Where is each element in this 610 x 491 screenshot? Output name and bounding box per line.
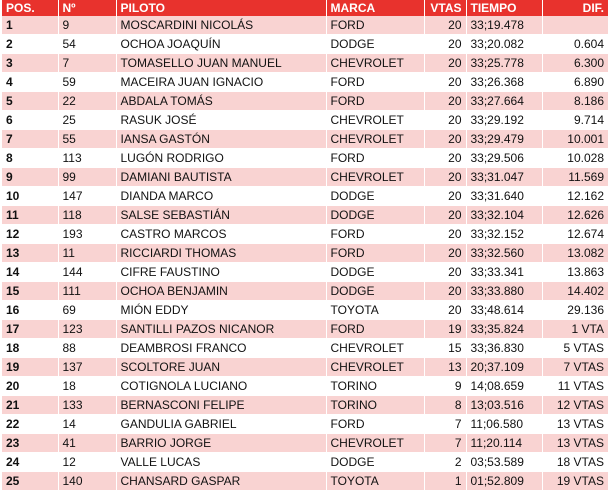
- cell-vtas: 8: [424, 396, 466, 415]
- cell-marca: FORD: [326, 16, 424, 35]
- cell-tiempo: 33;32.104: [466, 206, 542, 225]
- cell-tiempo: 01;52.809: [466, 472, 542, 491]
- cell-vtas: 7: [424, 415, 466, 434]
- cell-piloto: MACEIRA JUAN IGNACIO: [116, 73, 326, 92]
- cell-piloto: RASUK JOSÉ: [116, 111, 326, 130]
- cell-marca: CHEVROLET: [326, 54, 424, 73]
- cell-tiempo: 14;08.659: [466, 377, 542, 396]
- cell-tiempo: 13;03.516: [466, 396, 542, 415]
- cell-dif: 12.162: [542, 187, 608, 206]
- cell-num: 41: [58, 434, 116, 453]
- cell-num: 140: [58, 472, 116, 491]
- cell-pos: 21: [2, 396, 58, 415]
- cell-dif: 13.082: [542, 244, 608, 263]
- cell-pos: 18: [2, 339, 58, 358]
- table-row: [2, 35, 608, 54]
- header-dif: DIF.: [542, 0, 608, 16]
- table-row: [2, 472, 608, 491]
- cell-tiempo: 33;33.341: [466, 263, 542, 282]
- cell-piloto: BERNASCONI FELIPE: [116, 396, 326, 415]
- cell-vtas: 20: [424, 282, 466, 301]
- cell-tiempo: 11;20.114: [466, 434, 542, 453]
- cell-vtas: 15: [424, 339, 466, 358]
- table-row: [2, 415, 608, 434]
- cell-marca: FORD: [326, 92, 424, 111]
- cell-pos: 15: [2, 282, 58, 301]
- cell-num: 147: [58, 187, 116, 206]
- header-vtas: VTAS: [424, 0, 466, 16]
- cell-num: 133: [58, 396, 116, 415]
- cell-pos: 4: [2, 73, 58, 92]
- cell-vtas: 20: [424, 111, 466, 130]
- header-num: Nº: [58, 0, 116, 16]
- cell-vtas: 20: [424, 149, 466, 168]
- cell-pos: 24: [2, 453, 58, 472]
- table-row: [2, 92, 608, 111]
- cell-vtas: 13: [424, 358, 466, 377]
- cell-piloto: MOSCARDINI NICOLÁS: [116, 16, 326, 35]
- cell-piloto: DAMIANI BAUTISTA: [116, 168, 326, 187]
- header-tiempo: TIEMPO: [466, 0, 542, 16]
- cell-num: 111: [58, 282, 116, 301]
- cell-tiempo: 33;31.047: [466, 168, 542, 187]
- table-row: [2, 434, 608, 453]
- cell-piloto: OCHOA JOAQUÍN: [116, 35, 326, 54]
- cell-marca: FORD: [326, 320, 424, 339]
- cell-vtas: 20: [424, 301, 466, 320]
- cell-pos: 10: [2, 187, 58, 206]
- cell-tiempo: 03;53.589: [466, 453, 542, 472]
- table-row: [2, 206, 608, 225]
- cell-vtas: 9: [424, 377, 466, 396]
- cell-piloto: BARRIO JORGE: [116, 434, 326, 453]
- cell-tiempo: 33;20.082: [466, 35, 542, 54]
- cell-pos: 23: [2, 434, 58, 453]
- table-row: [2, 168, 608, 187]
- cell-dif: 29.136: [542, 301, 608, 320]
- cell-pos: 7: [2, 130, 58, 149]
- cell-num: 7: [58, 54, 116, 73]
- cell-num: 11: [58, 244, 116, 263]
- cell-tiempo: 33;19.478: [466, 16, 542, 35]
- cell-vtas: 7: [424, 434, 466, 453]
- cell-num: 144: [58, 263, 116, 282]
- table-row: [2, 358, 608, 377]
- cell-pos: 2: [2, 35, 58, 54]
- cell-vtas: 20: [424, 168, 466, 187]
- table-row: [2, 282, 608, 301]
- cell-dif: 1 VTA: [542, 320, 608, 339]
- header-row: [2, 0, 608, 16]
- cell-vtas: 20: [424, 187, 466, 206]
- cell-vtas: 20: [424, 73, 466, 92]
- cell-dif: 6.890: [542, 73, 608, 92]
- cell-vtas: 20: [424, 16, 466, 35]
- cell-tiempo: 33;29.479: [466, 130, 542, 149]
- cell-dif: 11 VTAS: [542, 377, 608, 396]
- cell-marca: CHEVROLET: [326, 434, 424, 453]
- cell-pos: 25: [2, 472, 58, 491]
- cell-vtas: 20: [424, 206, 466, 225]
- cell-piloto: OCHOA BENJAMIN: [116, 282, 326, 301]
- cell-num: 14: [58, 415, 116, 434]
- cell-dif: 0.604: [542, 35, 608, 54]
- cell-pos: 14: [2, 263, 58, 282]
- table-row: [2, 225, 608, 244]
- table-row: [2, 320, 608, 339]
- cell-dif: 12.674: [542, 225, 608, 244]
- cell-marca: TOYOTA: [326, 472, 424, 491]
- cell-tiempo: 33;25.778: [466, 54, 542, 73]
- cell-marca: CHEVROLET: [326, 130, 424, 149]
- cell-tiempo: 33;31.640: [466, 187, 542, 206]
- cell-vtas: 20: [424, 263, 466, 282]
- table-row: [2, 149, 608, 168]
- cell-marca: TORINO: [326, 396, 424, 415]
- cell-marca: CHEVROLET: [326, 339, 424, 358]
- cell-vtas: 20: [424, 244, 466, 263]
- cell-tiempo: 33;48.614: [466, 301, 542, 320]
- cell-num: 54: [58, 35, 116, 54]
- cell-dif: 10.028: [542, 149, 608, 168]
- cell-marca: TOYOTA: [326, 301, 424, 320]
- table-row: [2, 339, 608, 358]
- cell-tiempo: 11;06.580: [466, 415, 542, 434]
- cell-pos: 6: [2, 111, 58, 130]
- cell-pos: 22: [2, 415, 58, 434]
- table-row: [2, 73, 608, 92]
- cell-num: 22: [58, 92, 116, 111]
- cell-marca: CHEVROLET: [326, 111, 424, 130]
- cell-tiempo: 33;27.664: [466, 92, 542, 111]
- cell-pos: 12: [2, 225, 58, 244]
- table-row: [2, 54, 608, 73]
- cell-pos: 3: [2, 54, 58, 73]
- cell-pos: 17: [2, 320, 58, 339]
- cell-marca: CHEVROLET: [326, 358, 424, 377]
- cell-vtas: 20: [424, 92, 466, 111]
- cell-tiempo: 33;29.506: [466, 149, 542, 168]
- cell-vtas: 20: [424, 225, 466, 244]
- cell-piloto: DEAMBROSI FRANCO: [116, 339, 326, 358]
- cell-pos: 19: [2, 358, 58, 377]
- cell-tiempo: 33;32.560: [466, 244, 542, 263]
- cell-vtas: 20: [424, 54, 466, 73]
- cell-marca: FORD: [326, 225, 424, 244]
- cell-dif: 9.714: [542, 111, 608, 130]
- cell-pos: 9: [2, 168, 58, 187]
- cell-piloto: CHANSARD GASPAR: [116, 472, 326, 491]
- cell-dif: 8.186: [542, 92, 608, 111]
- cell-marca: FORD: [326, 73, 424, 92]
- cell-dif: 6.300: [542, 54, 608, 73]
- cell-piloto: GANDULIA GABRIEL: [116, 415, 326, 434]
- cell-marca: DODGE: [326, 453, 424, 472]
- cell-piloto: ABDALA TOMÁS: [116, 92, 326, 111]
- cell-num: 18: [58, 377, 116, 396]
- cell-marca: DODGE: [326, 35, 424, 54]
- cell-dif: 12.626: [542, 206, 608, 225]
- cell-vtas: 1: [424, 472, 466, 491]
- table-row: [2, 377, 608, 396]
- header-piloto: PILOTO: [116, 0, 326, 16]
- cell-marca: DODGE: [326, 187, 424, 206]
- cell-tiempo: 33;36.830: [466, 339, 542, 358]
- cell-dif: 13.863: [542, 263, 608, 282]
- cell-tiempo: 33;26.368: [466, 73, 542, 92]
- cell-pos: 8: [2, 149, 58, 168]
- cell-num: 25: [58, 111, 116, 130]
- cell-dif: 19 VTAS: [542, 472, 608, 491]
- cell-tiempo: 33;32.152: [466, 225, 542, 244]
- cell-piloto: SANTILLI PAZOS NICANOR: [116, 320, 326, 339]
- cell-piloto: RICCIARDI THOMAS: [116, 244, 326, 263]
- cell-marca: FORD: [326, 415, 424, 434]
- cell-marca: TORINO: [326, 377, 424, 396]
- cell-pos: 11: [2, 206, 58, 225]
- cell-dif: 11.569: [542, 168, 608, 187]
- table-row: [2, 301, 608, 320]
- cell-dif: 12 VTAS: [542, 396, 608, 415]
- cell-num: 55: [58, 130, 116, 149]
- cell-piloto: TOMASELLO JUAN MANUEL: [116, 54, 326, 73]
- cell-dif: 13 VTAS: [542, 434, 608, 453]
- table-row: [2, 453, 608, 472]
- cell-piloto: SCOLTORE JUAN: [116, 358, 326, 377]
- table-row: [2, 396, 608, 415]
- cell-num: 59: [58, 73, 116, 92]
- cell-dif: 5 VTAS: [542, 339, 608, 358]
- cell-num: 113: [58, 149, 116, 168]
- header-pos: POS.: [2, 0, 58, 16]
- cell-piloto: SALSE SEBASTIÁN: [116, 206, 326, 225]
- cell-pos: 1: [2, 16, 58, 35]
- cell-marca: DODGE: [326, 263, 424, 282]
- cell-piloto: COTIGNOLA LUCIANO: [116, 377, 326, 396]
- cell-num: 69: [58, 301, 116, 320]
- cell-tiempo: 33;35.824: [466, 320, 542, 339]
- cell-num: 99: [58, 168, 116, 187]
- results-table: [2, 0, 608, 491]
- cell-dif: 7 VTAS: [542, 358, 608, 377]
- cell-pos: 5: [2, 92, 58, 111]
- cell-pos: 20: [2, 377, 58, 396]
- cell-tiempo: 20;37.109: [466, 358, 542, 377]
- cell-marca: CHEVROLET: [326, 168, 424, 187]
- cell-piloto: MIÓN EDDY: [116, 301, 326, 320]
- cell-piloto: CASTRO MARCOS: [116, 225, 326, 244]
- cell-num: 88: [58, 339, 116, 358]
- cell-vtas: 19: [424, 320, 466, 339]
- cell-marca: DODGE: [326, 206, 424, 225]
- cell-tiempo: 33;33.880: [466, 282, 542, 301]
- cell-pos: 13: [2, 244, 58, 263]
- cell-num: 137: [58, 358, 116, 377]
- table-header: [2, 0, 608, 16]
- cell-num: 193: [58, 225, 116, 244]
- table-row: [2, 130, 608, 149]
- table-row: [2, 111, 608, 130]
- cell-dif: 10.001: [542, 130, 608, 149]
- cell-marca: FORD: [326, 149, 424, 168]
- cell-piloto: LUGÓN RODRIGO: [116, 149, 326, 168]
- cell-num: 118: [58, 206, 116, 225]
- cell-vtas: 20: [424, 130, 466, 149]
- cell-marca: DODGE: [326, 282, 424, 301]
- header-marca: MARCA: [326, 0, 424, 16]
- cell-pos: 16: [2, 301, 58, 320]
- cell-piloto: VALLE LUCAS: [116, 453, 326, 472]
- table-row: [2, 16, 608, 35]
- cell-piloto: DIANDA MARCO: [116, 187, 326, 206]
- cell-piloto: CIFRE FAUSTINO: [116, 263, 326, 282]
- cell-dif: [542, 16, 608, 35]
- cell-num: 9: [58, 16, 116, 35]
- cell-dif: 18 VTAS: [542, 453, 608, 472]
- table-row: [2, 244, 608, 263]
- cell-vtas: 2: [424, 453, 466, 472]
- cell-num: 12: [58, 453, 116, 472]
- cell-tiempo: 33;29.192: [466, 111, 542, 130]
- cell-dif: 13 VTAS: [542, 415, 608, 434]
- table-row: [2, 187, 608, 206]
- table-row: [2, 263, 608, 282]
- cell-num: 123: [58, 320, 116, 339]
- cell-marca: FORD: [326, 244, 424, 263]
- cell-vtas: 20: [424, 35, 466, 54]
- cell-piloto: IANSA GASTÓN: [116, 130, 326, 149]
- cell-dif: 14.402: [542, 282, 608, 301]
- table-body: [2, 16, 608, 491]
